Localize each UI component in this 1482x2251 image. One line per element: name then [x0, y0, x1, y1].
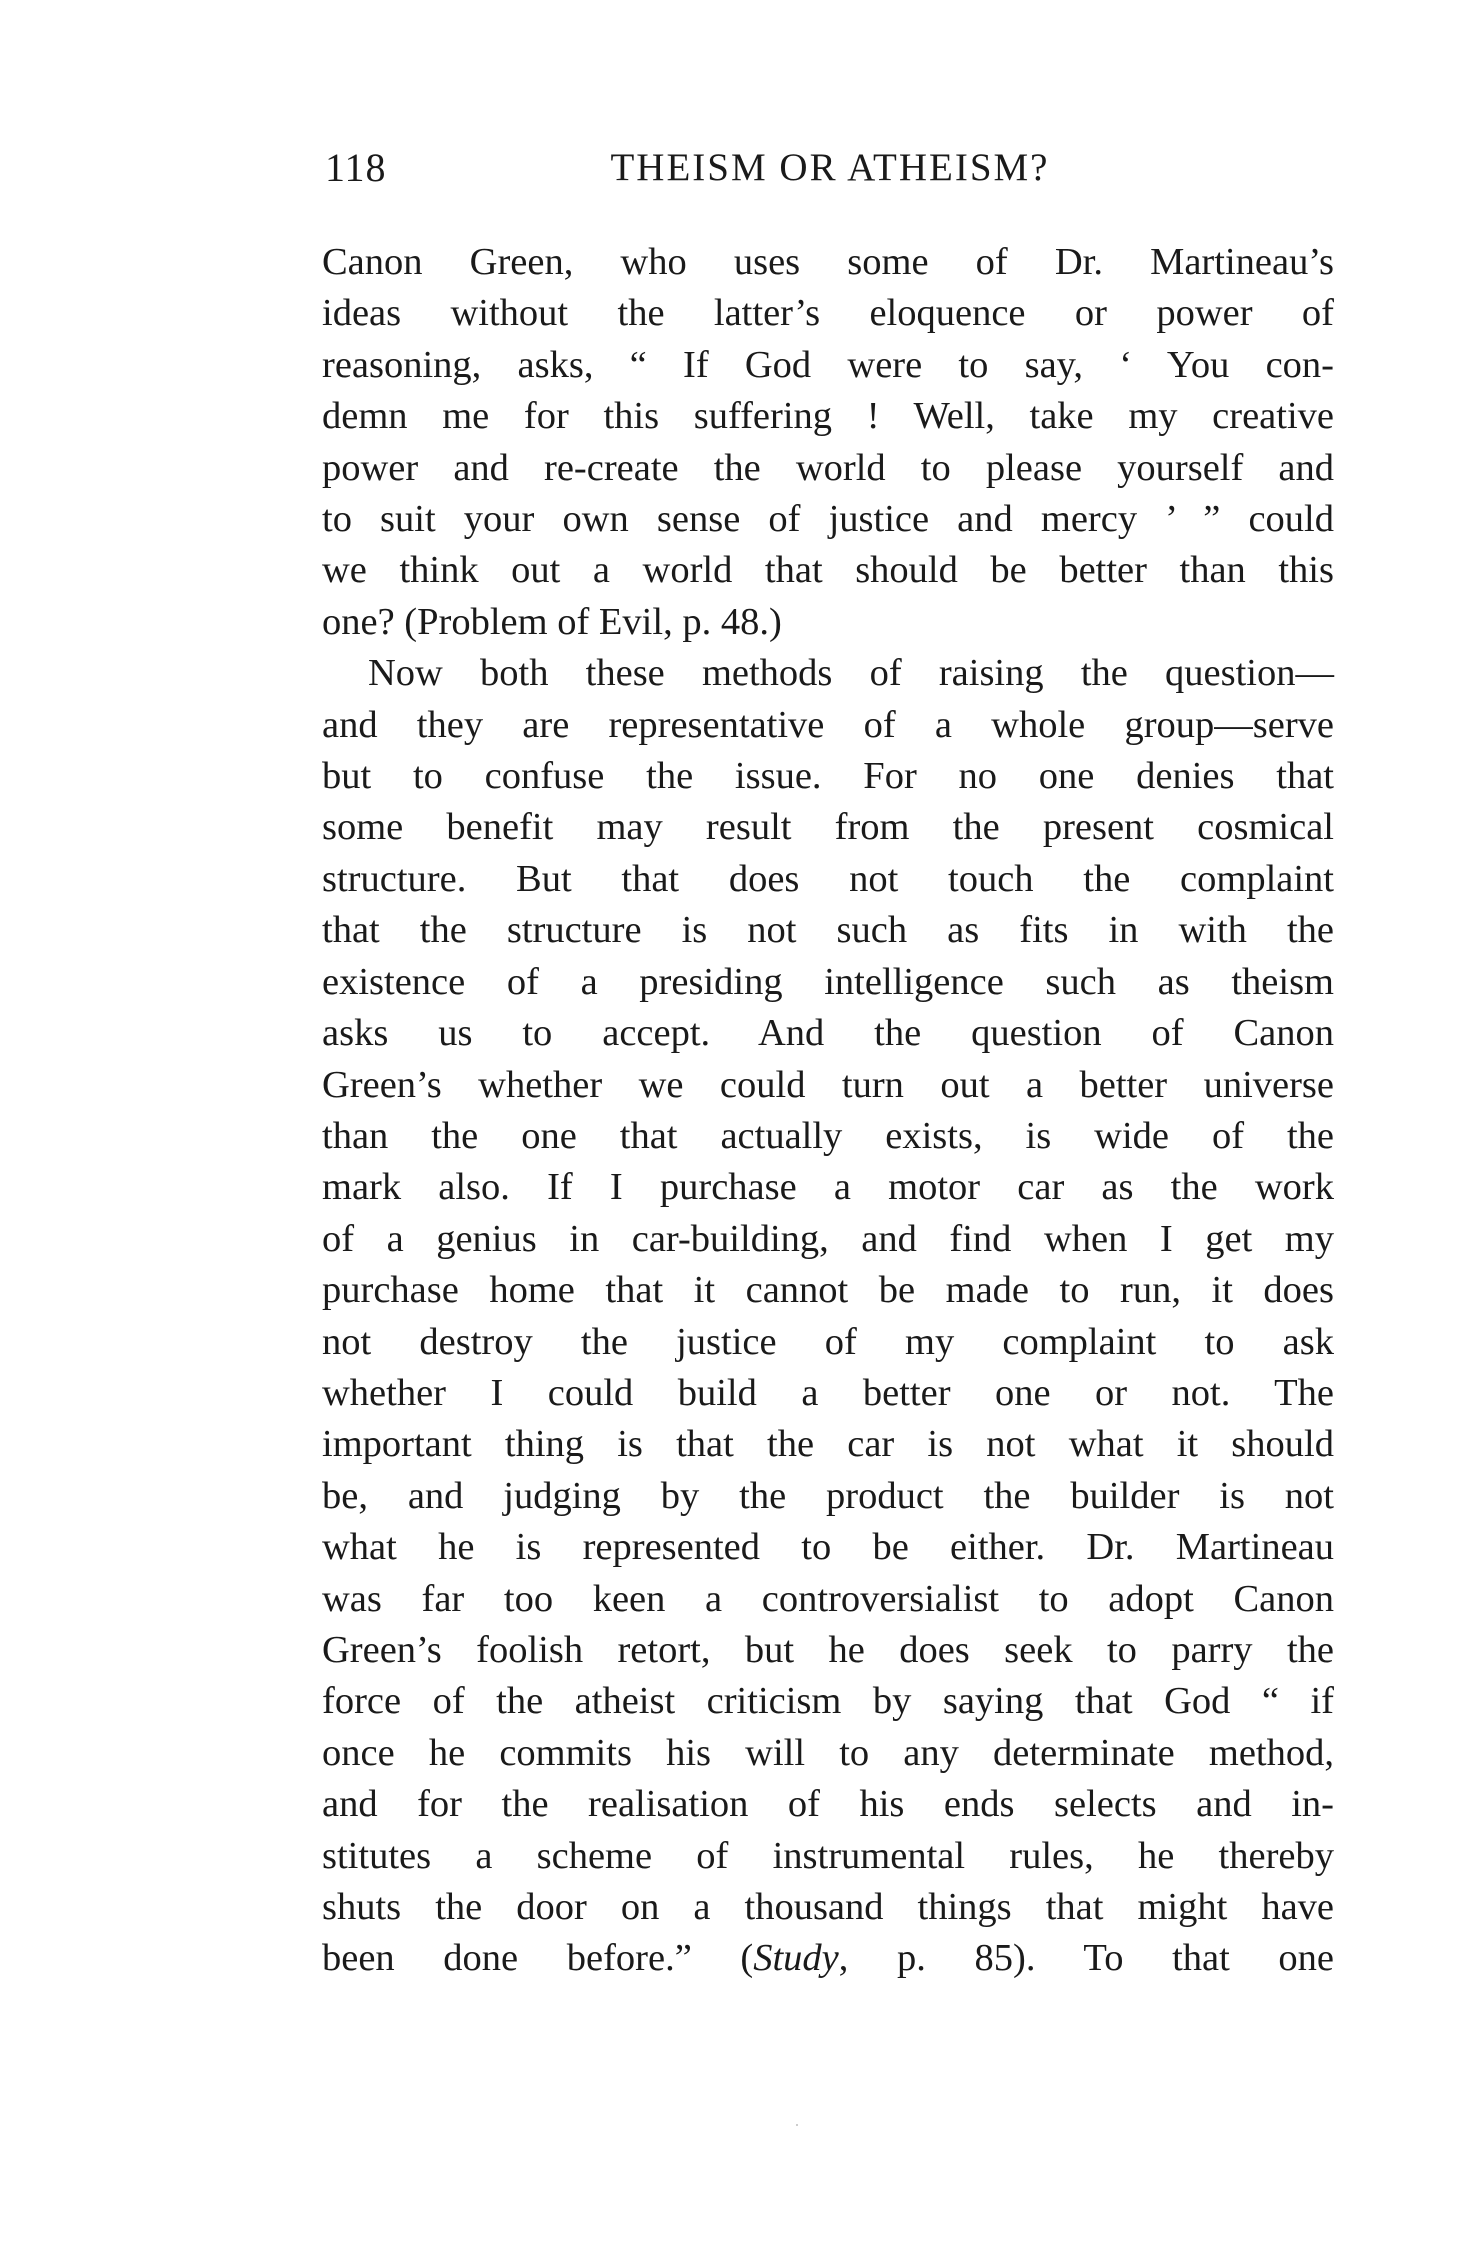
- text-line: mark also. If I purchase a motor car as the work: [322, 1166, 1334, 1209]
- text-line: stitutes a scheme of instrumental rules, he thereby: [322, 1834, 1334, 1877]
- page-body: [322, 237, 1334, 1985]
- text-line: shuts the door on a thousand things that might have: [322, 1886, 1334, 1928]
- paper-speck: [796, 2124, 798, 2126]
- text-line: Canon Green, who uses some of Dr. Martineau’s: [322, 241, 1334, 283]
- paragraph-2: [322, 648, 1334, 1985]
- text-line: existence of a presiding intelligence such as theism: [322, 960, 1334, 1003]
- text-line: once he commits his will to any determinate method,: [322, 1731, 1334, 1774]
- text-line: we think out a world that should be better than this: [322, 549, 1334, 592]
- text-line: some benefit may result from the present cosmical: [322, 806, 1334, 849]
- text-line: than the one that actually exists, is wide of the: [322, 1114, 1334, 1157]
- text-line: not destroy the justice of my complaint to ask: [322, 1320, 1334, 1363]
- text-line: and they are representative of a whole group—serve: [322, 703, 1334, 746]
- text-line: force of the atheist criticism by saying that God “ if: [322, 1680, 1334, 1723]
- text-line: important thing is that the car is not what it should: [322, 1423, 1334, 1466]
- text-line: be, and judging by the product the builder is not: [322, 1474, 1334, 1517]
- text-line: reasoning, asks, “ If God were to say, ‘ You con-: [322, 343, 1334, 386]
- text-line: whether I could build a better one or not. The: [322, 1371, 1334, 1414]
- text-line: asks us to accept. And the question of Canon: [322, 1012, 1334, 1055]
- text-line: was far too keen a controversialist to adopt Canon: [322, 1577, 1334, 1620]
- text-line: of a genius in car-building, and find when I get my: [322, 1217, 1334, 1260]
- text-line: to suit your own sense of justice and mercy ’ ” could: [322, 498, 1334, 541]
- page-number: 118: [325, 145, 387, 190]
- text-line: one? (Problem of Evil, p. 48.): [322, 600, 782, 643]
- text-line: demn me for this suffering ! Well, take my creative: [322, 395, 1334, 438]
- text-line: but to confuse the issue. For no one denies that: [322, 755, 1334, 798]
- text-line: what he is represented to be either. Dr. Martineau: [322, 1526, 1334, 1569]
- running-header: [325, 138, 1335, 198]
- text-line: power and re-create the world to please yourself and: [322, 446, 1334, 489]
- paragraph-1: [322, 237, 1334, 648]
- text-line: Green’s foolish retort, but he does seek to parry the: [322, 1628, 1334, 1671]
- text-line: that the structure is not such as fits in with the: [322, 909, 1334, 952]
- text-line: Green’s whether we could turn out a better universe: [322, 1063, 1334, 1106]
- text-line: purchase home that it cannot be made to run, it does: [322, 1269, 1334, 1312]
- final-line-end: , p. 85). To that one: [838, 1937, 1335, 1980]
- citation-title: Study: [753, 1937, 839, 1980]
- running-title: THEISM OR ATHEISM?: [610, 146, 1050, 189]
- text-line: structure. But that does not touch the complaint: [322, 857, 1334, 900]
- final-line-start: been done before.”: [322, 1937, 741, 1980]
- text-line: and for the realisation of his ends selects and in-: [322, 1783, 1334, 1826]
- text-line-final: been done before.” (Study, p. 85). To that one: [322, 1937, 1335, 1980]
- text-line: Now both these methods of raising the question—: [368, 652, 1334, 695]
- text-line: ideas without the latter’s eloquence or power of: [322, 292, 1334, 335]
